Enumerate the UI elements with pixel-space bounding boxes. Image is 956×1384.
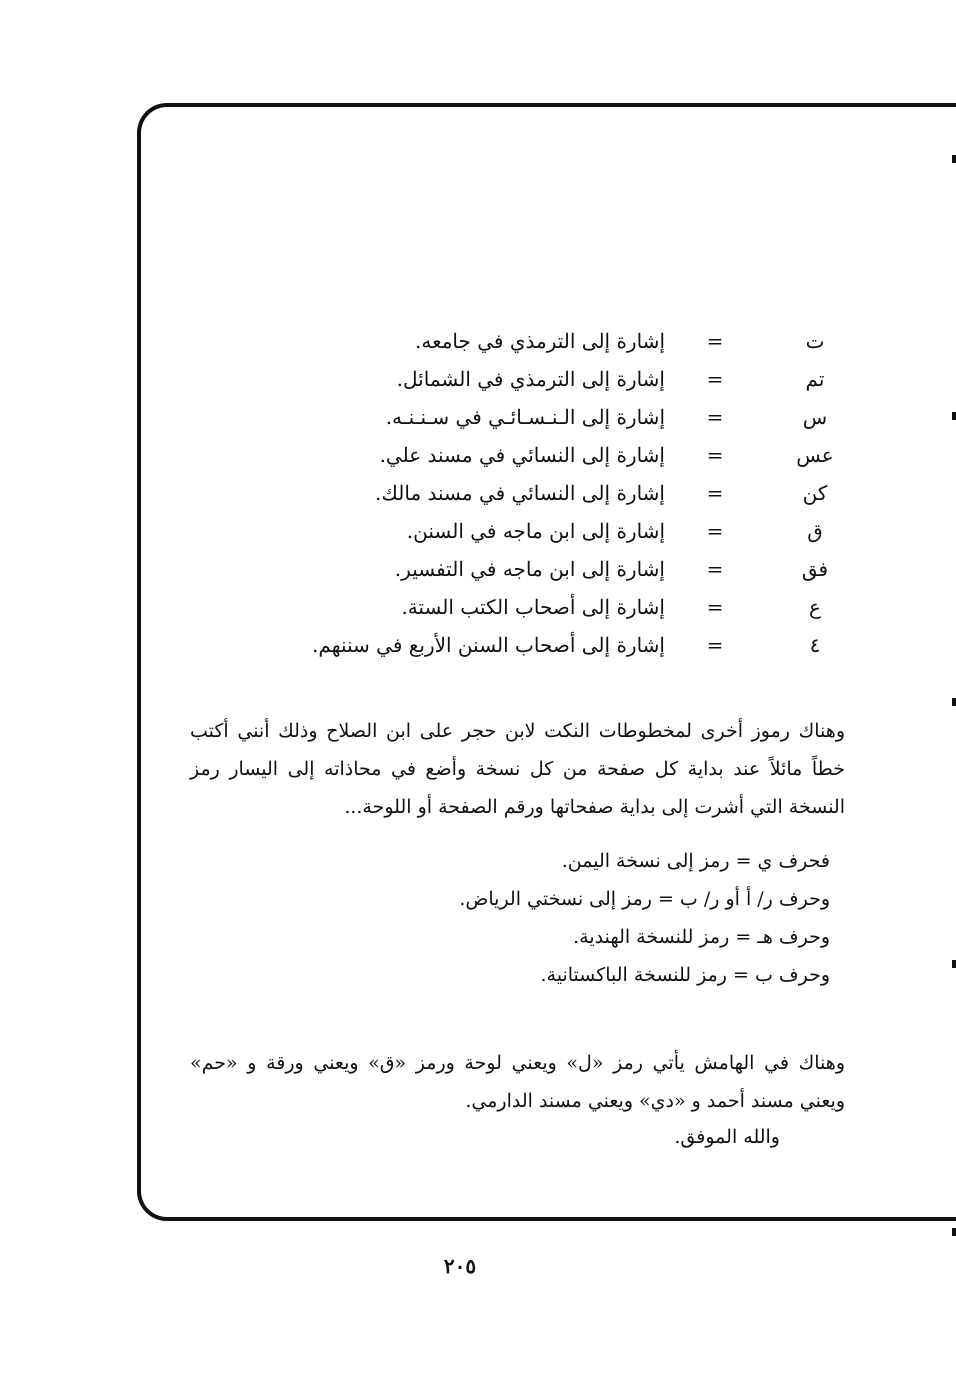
edge-mark (952, 698, 956, 706)
edge-mark (952, 960, 956, 968)
abbreviation-row (300, 436, 845, 474)
abbreviation-row (300, 398, 845, 436)
manuscript-code-line: وحرف ب = رمز للنسخة الباكستانية. (540, 964, 830, 986)
edge-mark (952, 412, 956, 420)
abbreviation-description: إشارة إلى أصحاب الكتب الستة. (401, 595, 665, 619)
abbreviation-code: كن (802, 481, 828, 505)
manuscript-codes-list (380, 842, 830, 994)
equals-sign: = (706, 405, 724, 429)
equals-sign: = (706, 519, 724, 543)
abbreviation-row (300, 322, 845, 360)
closing-line: والله الموفق. (674, 1126, 780, 1148)
abbreviation-description: إشارة إلى النسائي في مسند مالك. (375, 481, 665, 505)
abbreviation-description: إشارة إلى الترمذي في جامعه. (414, 329, 665, 353)
page-number: ٢٠٥ (443, 1254, 477, 1278)
equals-sign: = (706, 633, 724, 657)
abbreviation-description: إشارة إلى ابن ماجه في السنن. (406, 519, 665, 543)
abbreviation-description: إشارة إلى الترمذي في الشمائل. (396, 367, 665, 391)
abbreviation-row (300, 360, 845, 398)
equals-sign: = (706, 557, 724, 581)
equals-sign: = (706, 329, 724, 353)
abbreviation-table (300, 322, 845, 664)
manuscript-code-line: وحرف هـ = رمز للنسخة الهندية. (573, 926, 830, 948)
abbreviation-code: فق (801, 557, 829, 581)
abbreviation-code: عس (796, 443, 834, 467)
equals-sign: = (706, 595, 724, 619)
equals-sign: = (706, 367, 724, 391)
abbreviation-description: إشارة إلى ابن ماجه في التفسير. (394, 557, 665, 581)
abbreviation-code: تم (805, 367, 825, 391)
abbreviation-code: ت (805, 329, 825, 353)
abbreviation-code: ع (809, 595, 821, 619)
edge-mark (952, 1228, 956, 1236)
abbreviation-description: إشارة إلى الـنـسـائـي في سـنـنـه. (385, 405, 665, 429)
equals-sign: = (706, 481, 724, 505)
abbreviation-code: س (802, 405, 828, 429)
abbreviation-description: إشارة إلى النسائي في مسند علي. (379, 443, 665, 467)
margin-notes-paragraph: وهناك في الهامش يأتي رمز «ل» ويعني لوحة ورمز «ق» ويعني ورقة و «حم» ويعني مسند أحمد و «دي» ويعني مسند الدارمي. (190, 1052, 845, 1112)
abbreviation-code: ق (807, 519, 823, 543)
abbreviation-code: ٤ (809, 633, 821, 657)
abbreviation-row (300, 474, 845, 512)
intro-paragraph: وهناك رموز أخرى لمخطوطات النكت لابن حجر على ابن الصلاح وذلك أنني أكتب خطاً مائلاً عند بداية كل صفحة من كل نسخة وأضع في محاذاته إلى اليسار رمز النسخة التي أشرت إلى بداية صفحاتها ورقم الصفحة أو اللوحة... (190, 720, 845, 818)
abbreviation-row (300, 512, 845, 550)
abbreviation-row (300, 626, 845, 664)
edge-mark (952, 155, 956, 163)
manuscript-code-line: فحرف ي = رمز إلى نسخة اليمن. (561, 850, 830, 872)
abbreviation-description: إشارة إلى أصحاب السنن الأربع في سننهم. (312, 633, 665, 657)
abbreviation-row (300, 550, 845, 588)
equals-sign: = (706, 443, 724, 467)
manuscript-code-line: وحرف ر/ أ أو ر/ ب = رمز إلى نسختي الرياض. (459, 888, 830, 910)
abbreviation-row (300, 588, 845, 626)
